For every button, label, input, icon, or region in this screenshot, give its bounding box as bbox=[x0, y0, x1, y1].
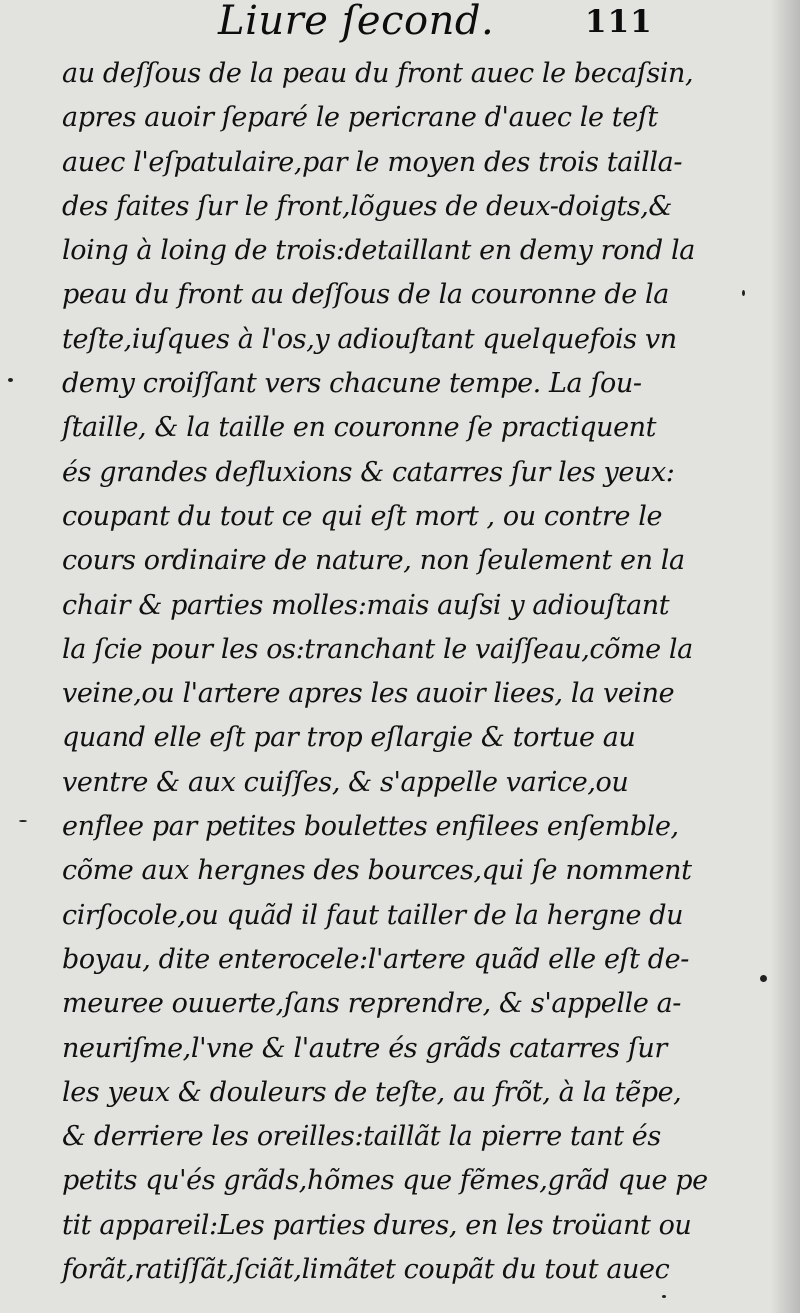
text-line: demy croiſſant vers chacune tempe. La ſou- bbox=[62, 368, 642, 400]
text-line: petits qu'és grãds,hõmes que fẽmes,grãd que pe bbox=[62, 1165, 708, 1197]
text-line: enflee par petites boulettes enfilees enſemble, bbox=[62, 811, 679, 843]
text-line: cõme aux hergnes des bources,qui ſe nomment bbox=[62, 855, 692, 887]
text-line: veine,ou l'artere apres les auoir liees, la veine bbox=[62, 678, 675, 710]
text-line: des faites ſur le front,lõgues de deux-doigts,& bbox=[62, 190, 673, 222]
text-line: és grandes defluxions & catarres ſur les yeux: bbox=[62, 456, 675, 488]
running-head: Liure ſecond. bbox=[218, 0, 495, 44]
text-line: cours ordinaire de nature, non ſeulement en la bbox=[62, 545, 685, 577]
text-line: neuriſme,l'vne & l'autre és grãds catarres ſur bbox=[62, 1032, 667, 1064]
text-line: peau du front au deſſous de la couronne de la bbox=[62, 279, 669, 311]
ink-speck bbox=[760, 975, 767, 982]
text-line: chair & parties molles:mais auſsi y adiouſtant bbox=[62, 589, 670, 621]
text-line: quand elle eſt par trop eſlargie & tortue au bbox=[62, 722, 636, 754]
text-line: boyau, dite enterocele:l'artere quãd elle eſt de- bbox=[62, 943, 689, 975]
text-line: cirſocole,ou quãd il faut tailler de la hergne du bbox=[62, 899, 684, 931]
text-line: ſtaille, & la taille en couronne ſe practiquent bbox=[62, 412, 657, 444]
text-line: la ſcie pour les os:tranchant le vaiſſeau,cõme la bbox=[62, 633, 693, 665]
text-line: ventre & aux cuiſſes, & s'appelle varice,ou bbox=[62, 766, 629, 798]
text-line: tit appareil:Les parties dures, en les troüant ou bbox=[62, 1209, 692, 1241]
text-line: coupant du tout ce qui eſt mort , ou contre le bbox=[62, 500, 663, 532]
ink-speck bbox=[8, 378, 13, 382]
page-number: 111 bbox=[585, 4, 653, 40]
ink-speck bbox=[19, 820, 27, 822]
text-line: auec l'eſpatulaire,par le moyen des trois tailla- bbox=[62, 146, 683, 178]
text-line: loing à loing de trois:detaillant en demy rond la bbox=[62, 235, 695, 267]
text-line: apres auoir ſeparé le pericrane d'auec le teſt bbox=[62, 102, 658, 134]
text-line: forãt,ratiſſãt,ſciãt,limãtet coupãt du tout auec bbox=[62, 1254, 670, 1286]
ink-speck bbox=[742, 290, 745, 296]
text-line: teſte,iuſques à l'os,y adiouſtant quelquefois vn bbox=[62, 323, 677, 355]
text-line: les yeux & douleurs de teſte, au frõt, à la tẽpe, bbox=[62, 1076, 682, 1108]
text-line: meuree ouuerte,ſans reprendre, & s'appelle a- bbox=[62, 988, 682, 1020]
ink-speck bbox=[662, 1295, 666, 1298]
body-text bbox=[62, 52, 708, 1292]
page-header bbox=[0, 0, 800, 50]
text-line: au deſſous de la peau du front auec le becaſsin, bbox=[62, 58, 694, 89]
page-edge-shadow bbox=[770, 0, 800, 1313]
text-line: & derriere les oreilles:taillãt la pierre tant és bbox=[62, 1121, 661, 1153]
